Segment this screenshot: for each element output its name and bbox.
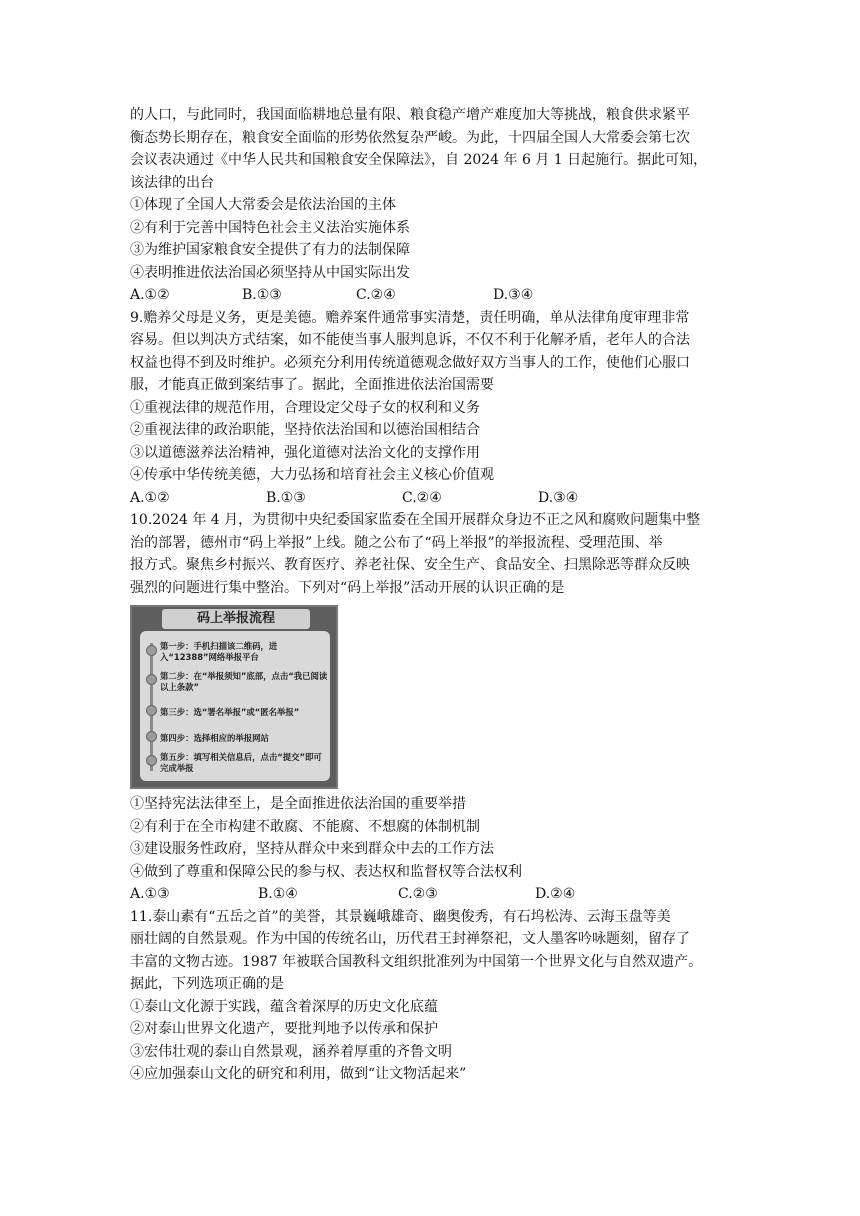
- question-9: [130, 307, 730, 510]
- step-dot-icon: [146, 731, 157, 742]
- option-d[interactable]: D.③④: [538, 489, 579, 506]
- question-9-stem-line: 权益也得不到及时维护。必须充分利用传统道德观念做好双方当事人的工作，使他们心服口: [130, 354, 690, 371]
- question-10-stem-line: 10.2024 年 4 月，为贯彻中央纪委国家监委在全国开展群众身边不正之风和腐败问题集中整: [130, 512, 701, 528]
- question-10-item-3: ③建设服务性政府，坚持从群众中来到群众中去的工作方法: [130, 841, 494, 857]
- question-10-item-1: ①坚持宪法法律至上，是全面推进依法治国的重要举措: [130, 796, 466, 812]
- option-c[interactable]: C.②④: [402, 489, 442, 506]
- figure-step-4: 第四步：选择相应的举报网站: [160, 733, 269, 743]
- question-8-item-2: ②有利于完善中国特色社会主义法治实施体系: [130, 219, 410, 236]
- question-9-item-2: ②重视法律的政治职能，坚持依法治国和以德治国相结合: [130, 422, 480, 438]
- step-dot-icon: [146, 645, 157, 656]
- option-b[interactable]: B.①④: [258, 886, 298, 902]
- question-8-stem-line: 的人口，与此同时，我国面临耕地总量有限、粮食稳产增产难度加大等挑战，粮食供求紧平: [130, 107, 690, 123]
- question-10-stem-line: 报方式。聚焦乡村振兴、教育医疗、养老社保、安全生产、食品安全、扫黑除恶等群众反映: [130, 557, 690, 573]
- option-d[interactable]: D.②④: [535, 886, 576, 902]
- step-dot-icon: [146, 705, 157, 716]
- question-11-item-3: ③宏伟壮观的泰山自然景观，涵养着厚重的齐鲁文明: [130, 1043, 452, 1060]
- question-10: [130, 509, 730, 906]
- question-9-stem-line: 服，才能真正做到案结事了。据此，全面推进依法治国需要: [130, 377, 494, 393]
- question-11-stem-line: 丽壮阔的自然景观。作为中国的传统名山，历代君王封禅祭祀，文人墨客吟咏题刻，留存了: [130, 931, 690, 947]
- question-11-stem-line: 11.泰山素有“五岳之首”的美誉，其景巍峨雄奇、幽奥俊秀，有石坞松涛、云海玉盘等美: [130, 908, 671, 925]
- option-b[interactable]: B.①③: [266, 489, 306, 506]
- question-9-item-1: ①重视法律的规范作用，合理设定父母子女的权利和义务: [130, 399, 480, 416]
- question-9-stem-line: 9.赡养父母是义务，更是美德。赡养案件通常事实清楚，责任明确，单从法律角度审理非常: [130, 309, 690, 326]
- question-8-item-1: ①体现了全国人大常委会是依法治国的主体: [130, 197, 396, 213]
- question-9-stem-line: 容易。但以判决方式结案，如不能使当事人服判息诉，不仅不利于化解矛盾，老年人的合法: [130, 332, 690, 348]
- question-9-item-4: ④传承中华传统美德，大力弘扬和培育社会主义核心价值观: [130, 467, 494, 483]
- question-8-stem-line: 衡态势长期存在，粮食安全面临的形势依然复杂严峻。为此，十四届全国人大常委会第七次: [130, 129, 690, 146]
- figure-board: [140, 631, 330, 781]
- option-c[interactable]: C.②③: [398, 886, 438, 902]
- question-9-options: [130, 487, 730, 510]
- option-a[interactable]: A.①③: [130, 886, 170, 902]
- question-11: [130, 906, 730, 1086]
- option-d[interactable]: D.③④: [493, 287, 534, 303]
- figure-step-3: 第三步：选“署名举报”或“匿名举报”: [160, 707, 300, 717]
- question-10-options: [130, 883, 730, 906]
- question-11-item-1: ①泰山文化源于实践，蕴含着深厚的历史文化底蕴: [130, 998, 438, 1015]
- question-9-item-3: ③以道德滋养法治精神，强化道德对法治文化的支撑作用: [130, 444, 480, 461]
- option-b[interactable]: B.①③: [242, 287, 282, 303]
- question-8: [130, 104, 730, 307]
- question-10-item-4: ④做到了尊重和保障公民的参与权、表达权和监督权等合法权利: [130, 863, 522, 880]
- figure-step-2: 第二步：在“举报须知”底部，点击“我已阅读以上条款”: [160, 671, 328, 692]
- figure-step-1: 第一步：手机扫描该二维码，进入“12388”网络举报平台: [160, 641, 278, 662]
- question-8-item-4: ④表明推进依法治国必须坚持从中国实际出发: [130, 264, 410, 281]
- figure-title: 码上举报流程: [162, 609, 310, 629]
- question-11-item-4: ④应加强泰山文化的研究和利用，做到“让文物活起来”: [130, 1066, 467, 1082]
- question-10-stem-line: 强烈的问题进行集中整治。下列对“码上举报”活动开展的认识正确的是: [130, 579, 565, 596]
- report-flow-figure: [130, 605, 338, 789]
- question-10-stem-line: 治的部署，德州市“码上举报”上线。随之公布了“码上举报”的举报流程、受理范围、举: [130, 534, 663, 551]
- question-8-options: [130, 284, 730, 307]
- question-8-stem-line: 该法律的出台: [130, 174, 214, 191]
- option-a[interactable]: A.①②: [130, 489, 170, 506]
- exam-page: [130, 104, 730, 1086]
- question-11-stem-line: 据此，下列选项正确的是: [130, 976, 284, 992]
- question-11-stem-line: 丰富的文物古迹。1987 年被联合国教科文组织批准列为中国第一个世界文化与自然双遗产。: [130, 953, 703, 970]
- step-dot-icon: [146, 755, 157, 766]
- option-a[interactable]: A.①②: [130, 287, 170, 303]
- question-8-stem-line: 会议表决通过《中华人民共和国粮食安全保障法》，自 2024 年 6 月 1 日起施行。据此可知，: [130, 152, 708, 168]
- option-c[interactable]: C.②④: [356, 287, 396, 303]
- question-8-item-3: ③为维护国家粮食安全提供了有力的法制保障: [130, 242, 410, 258]
- question-11-item-2: ②对泰山世界文化遗产，要批判地予以传承和保护: [130, 1021, 438, 1037]
- figure-step-5: 第五步：填写相关信息后，点击“提交”即可完成举报: [160, 752, 322, 773]
- step-dot-icon: [146, 674, 157, 685]
- question-10-item-2: ②有利于在全市构建不敢腐、不能腐、不想腐的体制机制: [130, 818, 480, 835]
